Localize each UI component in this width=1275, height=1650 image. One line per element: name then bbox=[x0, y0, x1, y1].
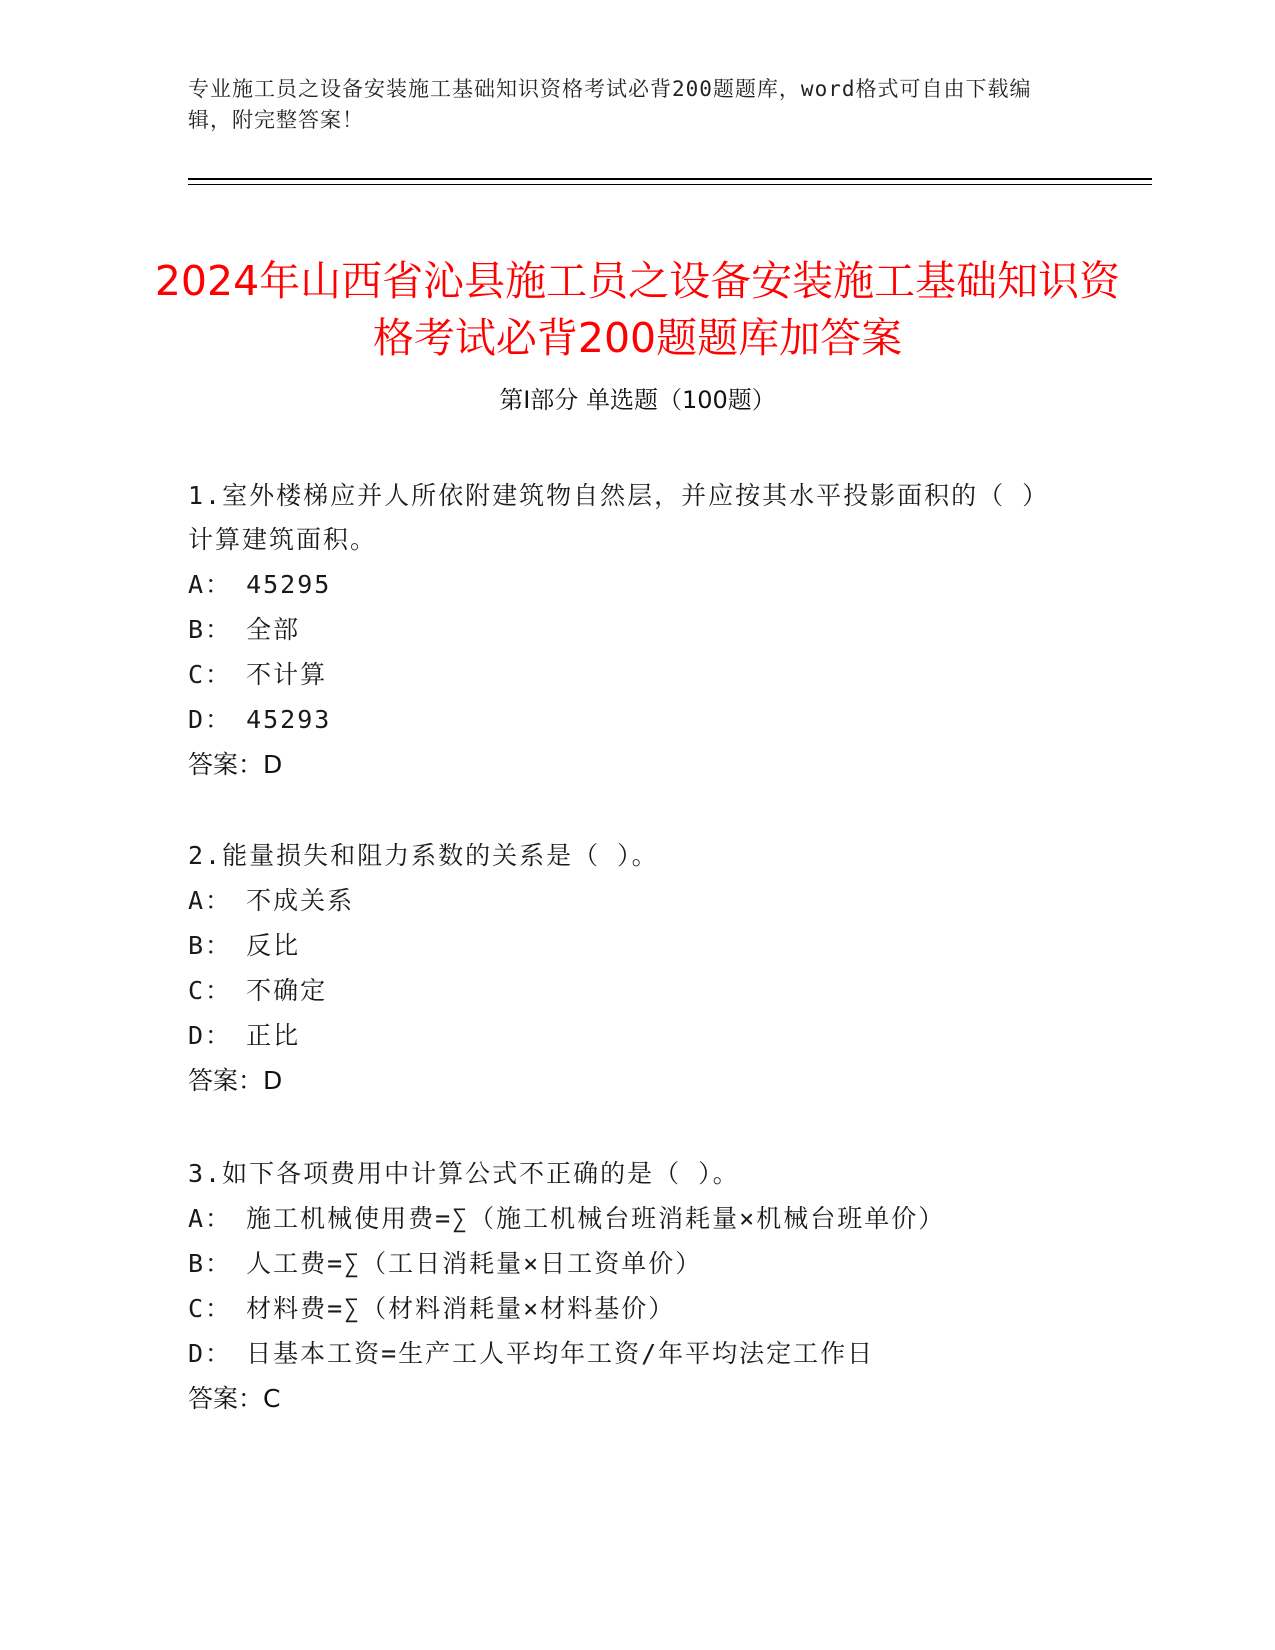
option-key: A： bbox=[188, 570, 233, 599]
option-d bbox=[188, 1013, 1068, 1058]
header-divider-thick bbox=[188, 178, 1152, 180]
option-b bbox=[188, 923, 1068, 968]
option-a bbox=[188, 562, 1068, 607]
option-key: C： bbox=[188, 660, 233, 689]
option-text: 日基本工资=生产工人平均年工资/年平均法定工作日 bbox=[246, 1339, 875, 1368]
question-stem: 3.如下各项费用中计算公式不正确的是（ ）。 bbox=[188, 1159, 740, 1188]
answer-line: 答案：D bbox=[188, 750, 283, 779]
option-text: 正比 bbox=[246, 1021, 301, 1050]
option-c bbox=[188, 968, 1068, 1013]
answer-line: 答案：C bbox=[188, 1384, 281, 1413]
option-key: C： bbox=[188, 976, 233, 1005]
option-d bbox=[188, 697, 1068, 742]
option-key: D： bbox=[188, 1339, 233, 1368]
option-key: A： bbox=[188, 1204, 233, 1233]
question-3 bbox=[188, 1152, 1068, 1421]
option-key: B： bbox=[188, 931, 233, 960]
option-text: 45295 bbox=[246, 570, 332, 599]
header-divider-thin bbox=[188, 184, 1152, 185]
option-text: 不计算 bbox=[246, 660, 328, 689]
option-c bbox=[188, 652, 1068, 697]
option-text: 人工费=∑（工日消耗量×日工资单价） bbox=[246, 1249, 703, 1278]
option-text: 45293 bbox=[246, 705, 332, 734]
answer-line: 答案：D bbox=[188, 1066, 283, 1095]
option-key: A： bbox=[188, 886, 233, 915]
section-heading: 第Ⅰ部分 单选题（100题） bbox=[499, 386, 776, 414]
option-key: D： bbox=[188, 1021, 233, 1050]
option-text: 不确定 bbox=[246, 976, 328, 1005]
option-c bbox=[188, 1286, 1068, 1331]
question-2 bbox=[188, 834, 1068, 1103]
option-d bbox=[188, 1331, 1068, 1376]
option-a bbox=[188, 878, 1068, 923]
option-text: 施工机械使用费=∑（施工机械台班消耗量×机械台班单价） bbox=[246, 1204, 946, 1233]
document-title: 2024年山西省沁县施工员之设备安装施工基础知识资格考试必背200题题库加答案 bbox=[154, 257, 1121, 363]
question-stem: 1.室外楼梯应并人所依附建筑物自然层，并应按其水平投影面积的（ ）计算建筑面积。 bbox=[188, 481, 1050, 554]
question-1 bbox=[188, 474, 1068, 787]
option-b bbox=[188, 607, 1068, 652]
option-text: 不成关系 bbox=[246, 886, 355, 915]
option-key: B： bbox=[188, 615, 233, 644]
option-a bbox=[188, 1196, 1068, 1241]
option-b bbox=[188, 1241, 1068, 1286]
question-stem: 2.能量损失和阻力系数的关系是（ ）。 bbox=[188, 841, 659, 870]
header-note: 专业施工员之设备安装施工基础知识资格考试必背200题题库，word格式可自由下载编辑，附完整答案！ bbox=[188, 77, 1032, 132]
option-key: D： bbox=[188, 705, 233, 734]
option-text: 反比 bbox=[246, 931, 301, 960]
option-key: B： bbox=[188, 1249, 233, 1278]
option-key: C： bbox=[188, 1294, 233, 1323]
option-text: 全部 bbox=[246, 615, 301, 644]
option-text: 材料费=∑（材料消耗量×材料基价） bbox=[246, 1294, 676, 1323]
